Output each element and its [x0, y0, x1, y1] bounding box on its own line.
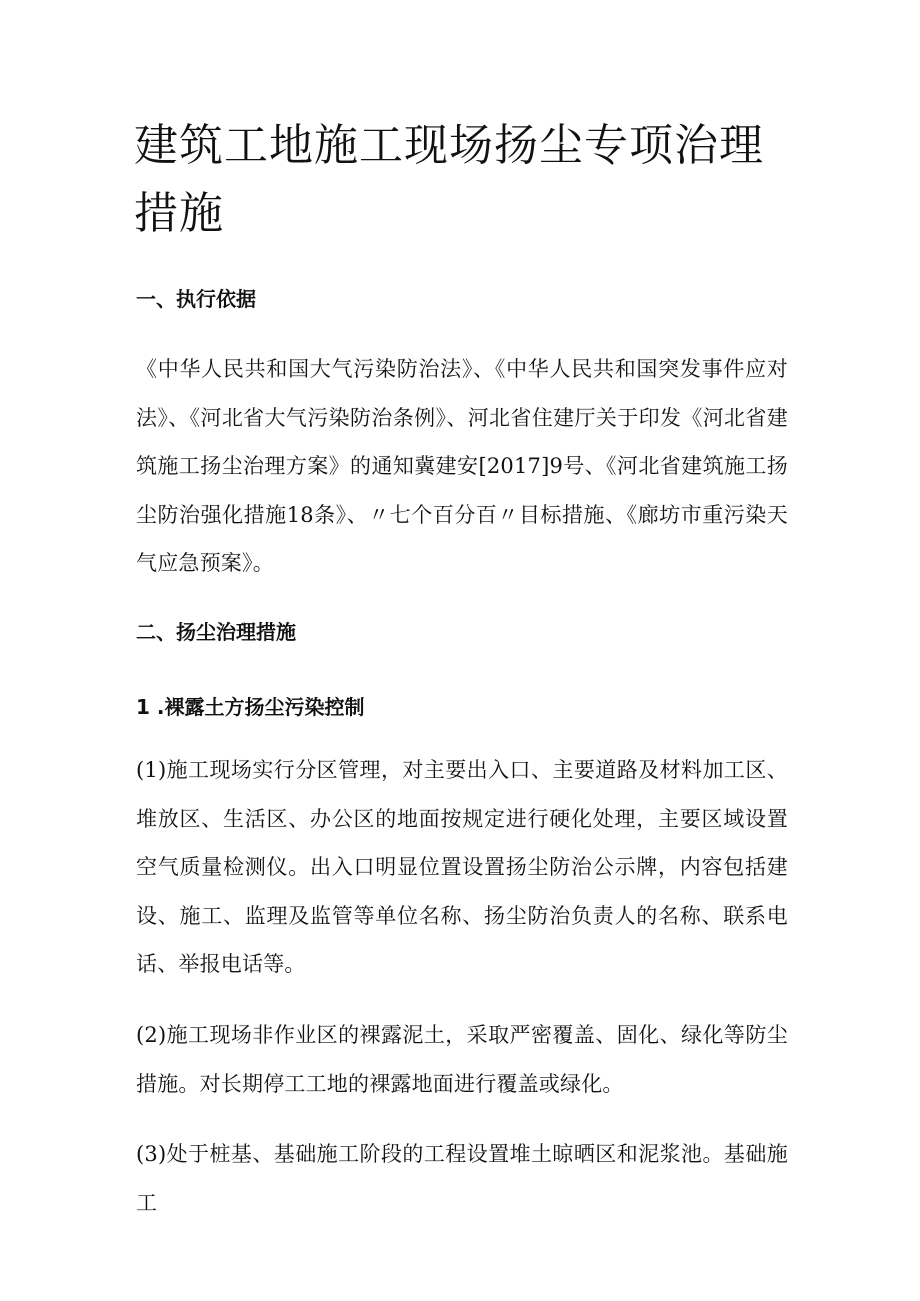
- measure-item-1: (1)施工现场实行分区管理，对主要出入口、主要道路及材料加工区、堆放区、生活区、办公区的地面按规定进行硬化处理，主要区域设置空气质量检测仪。出入口明显位置设置扬尘防治公示牌，内容包括建设、施工、监理及监管等单位名称、扬尘防治负责人的名称、联系电话、举报电话等。: [136, 758, 788, 976]
- subsection-heading-earth: 1 .裸露土方扬尘污染控制: [136, 695, 365, 719]
- measure-item-3: (3)处于桩基、基础施工阶段的工程设置堆土晾晒区和泥浆池。基础施工: [136, 1142, 788, 1215]
- section-body-basis: 《中华人民共和国大气污染防治法》、《中华人民共和国突发事件应对法》、《河北省大气污染防治条例》、河北省住建厅关于印发《河北省建筑施工扬尘治理方案》的通知冀建安[2017]9号、《河北省建筑施工扬尘防治强化措施18条》、〃七个百分百〃目标措施、《廊坊市重污染天气应急预案》。: [136, 357, 788, 575]
- measure-item-2: (2)施工现场非作业区的裸露泥土，采取严密覆盖、固化、绿化等防尘措施。对长期停工工地的裸露地面进行覆盖或绿化。: [136, 1023, 788, 1096]
- section-heading-measures: 二、扬尘治理措施: [136, 620, 296, 644]
- section-heading-basis: 一、执行依据: [136, 287, 256, 311]
- document-title: 建筑工地施工现场扬尘专项治理措施: [134, 120, 764, 239]
